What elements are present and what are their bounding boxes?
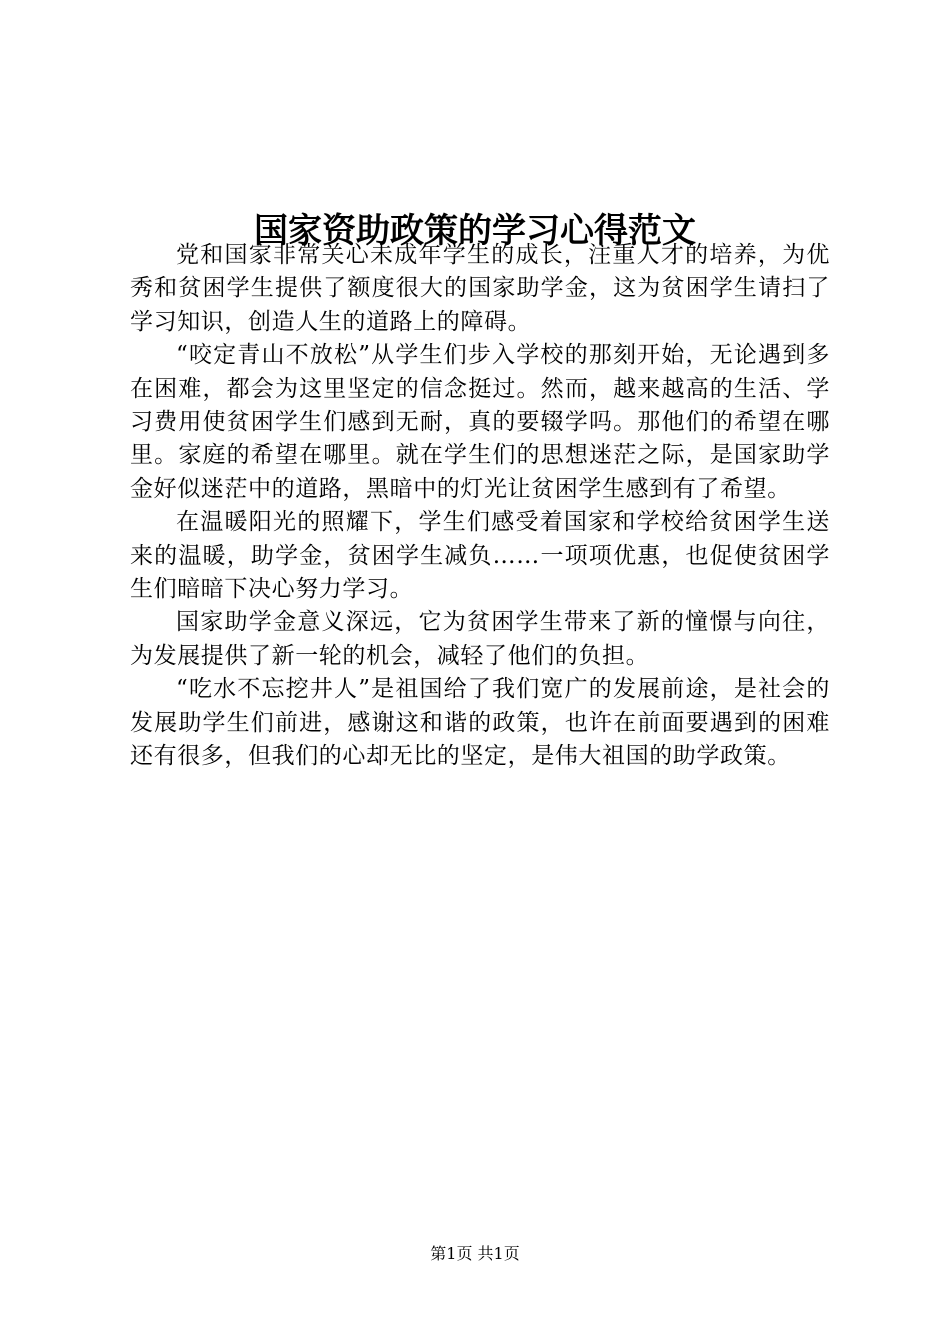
paragraph-5: “吃水不忘挖井人”是祖国给了我们宽广的发展前途，是社会的发展助学生们前进，感谢这和谐的政策，也许在前面要遇到的困难还有很多，但我们的心却无比的坚定，是伟大祖国的助学政策。 <box>130 676 830 770</box>
paragraph-3: 在温暖阳光的照耀下，学生们感受着国家和学校给贫困学生送来的温暖，助学金，贫困学生减负……一项项优惠，也促使贫困学生们暗暗下决心努力学习。 <box>130 509 830 603</box>
page-title: 国家资助政策的学习心得范文 <box>254 210 696 251</box>
page-number-footer: 第1页 共1页 <box>430 1244 520 1263</box>
paragraph-1: 党和国家非常关心未成年学生的成长，注重人才的培养，为优秀和贫困学生提供了额度很大的国家助学金，这为贫困学生请扫了学习知识，创造人生的道路上的障碍。 <box>130 242 830 335</box>
paragraph-4: 国家助学金意义深远，它为贫困学生带来了新的憧憬与向往，为发展提供了新一轮的机会，减轻了他们的负担。 <box>130 609 830 669</box>
document-body <box>130 239 830 774</box>
paragraph-2: “咬定青山不放松”从学生们步入学校的那刻开始，无论遇到多在困难，都会为这里坚定的信念挺过。然而，越来越高的生活、学习费用使贫困学生们感到无耐，真的要辍学吗。那他们的希望在哪里。家庭的希望在哪里。就在学生们的思想迷茫之际，是国家助学金好似迷茫中的道路，黑暗中的灯光让贫困学生感到有了希望。 <box>130 342 830 502</box>
